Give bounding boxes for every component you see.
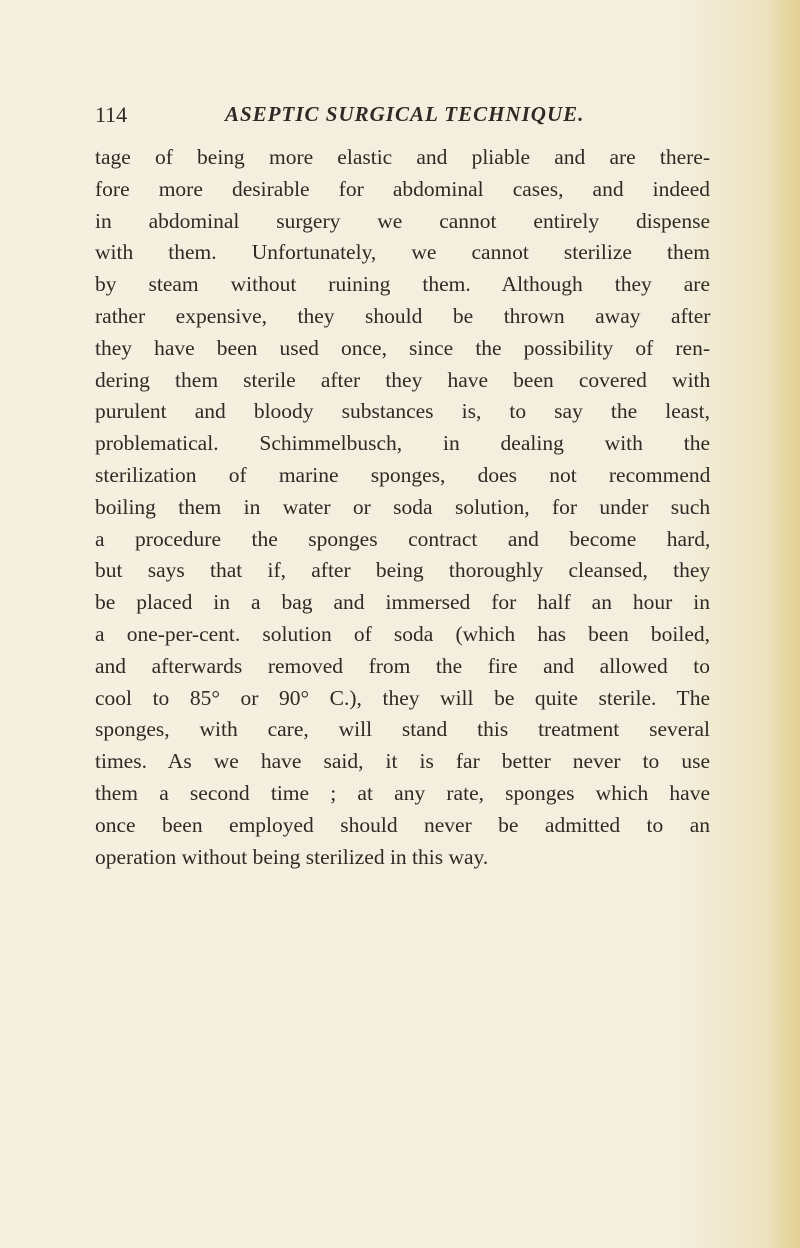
text-line: purulent and bloody substances is, to say the least, xyxy=(95,399,710,424)
text-line: they have been used once, since the possibility of ren- xyxy=(95,335,710,360)
text-line: a one-per-cent. solution of soda (which has been boiled, xyxy=(95,621,710,646)
text-line: and afterwards removed from the fire and allowed to xyxy=(95,653,710,678)
text-line: by steam without ruining them. Although they are xyxy=(95,272,710,297)
text-line: be placed in a bag and immersed for half an hour in xyxy=(95,590,710,615)
running-title: ASEPTIC SURGICAL TECHNIQUE. xyxy=(225,102,585,126)
page-number: 114 xyxy=(95,102,128,127)
text-line: once been employed should never be admitted to an xyxy=(95,812,710,837)
text-line: with them. Unfortunately, we cannot sterilize them xyxy=(95,240,710,265)
text-line: boiling them in water or soda solution, for under such xyxy=(95,494,711,519)
text-line: dering them sterile after they have been covered with xyxy=(95,367,711,392)
text-line: rather expensive, they should be thrown away after xyxy=(95,303,711,328)
text-line: operation without being sterilized in this way. xyxy=(95,844,489,869)
text-line: in abdominal surgery we cannot entirely dispense xyxy=(95,208,710,233)
text-line: but says that if, after being thoroughly cleansed, they xyxy=(95,558,711,583)
text-line: them a second time ; at any rate, sponges which have xyxy=(95,780,710,805)
page-header xyxy=(95,102,715,136)
body-text xyxy=(95,142,710,873)
text-line: problematical. Schimmelbusch, in dealing with the xyxy=(95,431,710,456)
text-line: tage of being more elastic and pliable and are there- xyxy=(95,145,710,169)
text-line: sponges, with care, will stand this treatment several xyxy=(95,717,710,742)
text-line: cool to 85° or 90° C.), they will be quite sterile. The xyxy=(95,685,710,710)
page-edge-shading xyxy=(770,0,800,1248)
text-line: times. As we have said, it is far better never to use xyxy=(95,749,710,774)
text-line: sterilization of marine sponges, does not recommend xyxy=(95,462,711,487)
text-line: fore more desirable for abdominal cases, and indeed xyxy=(95,176,710,201)
text-line: a procedure the sponges contract and become hard, xyxy=(95,526,711,551)
